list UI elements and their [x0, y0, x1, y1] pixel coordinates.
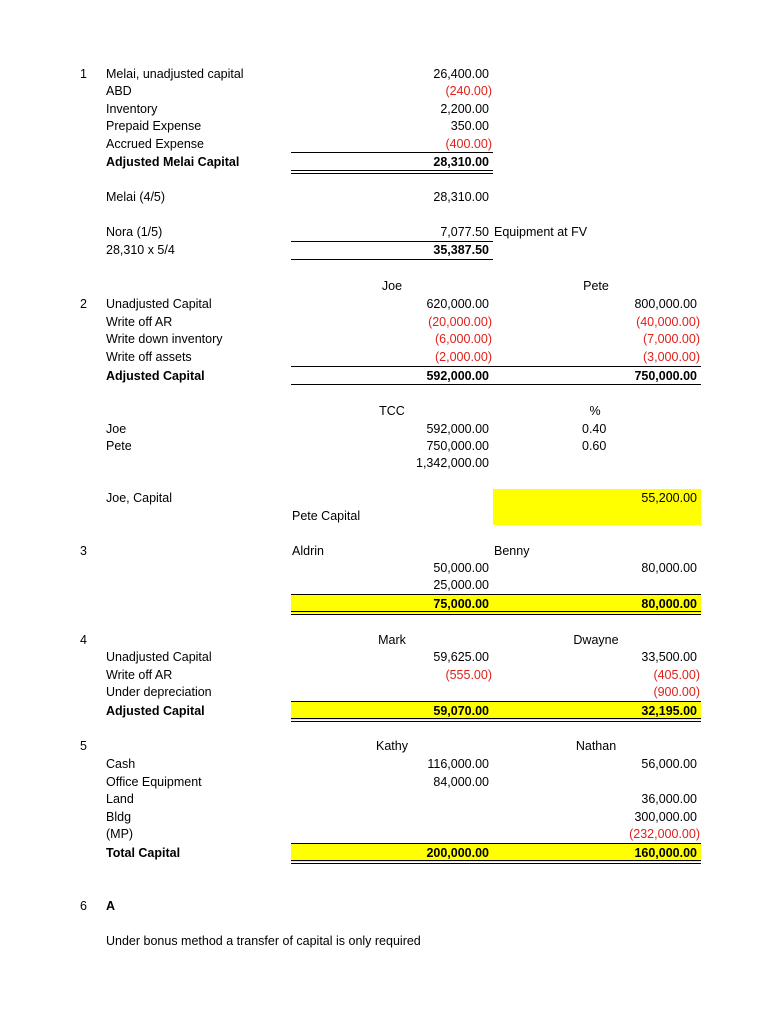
explanation-text: Under bonus method a transfer of capital is only required	[106, 934, 421, 948]
row-value: 50,000.00	[433, 561, 489, 575]
row-value: (40,000.00)	[636, 315, 700, 329]
joe-capital-label: Joe, Capital	[106, 491, 173, 505]
row-label: Unadjusted Capital	[106, 297, 212, 311]
row-value: 59,625.00	[433, 650, 489, 664]
row-label: Accrued Expense	[106, 137, 204, 151]
row-label: Adjusted Melai Capital	[106, 155, 240, 169]
subtotal-line	[291, 701, 701, 702]
tcc-row-percent: 0.60	[582, 439, 607, 453]
item-number: 5	[80, 739, 87, 753]
subtotal-line	[291, 843, 701, 844]
tcc-row-percent: 0.40	[582, 422, 607, 436]
row-label: Prepaid Expense	[106, 119, 202, 133]
subtotal-line	[291, 152, 493, 153]
item-number: 6	[80, 899, 87, 913]
row-value: (240.00)	[445, 84, 492, 98]
nora-label: Nora (1/5)	[106, 225, 163, 239]
tcc-row-value: 750,000.00	[426, 439, 489, 453]
total-double-line	[291, 718, 701, 722]
row-label: Unadjusted Capital	[106, 650, 212, 664]
row-value: 56,000.00	[641, 757, 697, 771]
row-value: (20,000.00)	[428, 315, 492, 329]
row-label: Under depreciation	[106, 685, 212, 699]
tcc-row-label: Joe	[106, 422, 127, 436]
row-label: Cash	[106, 757, 136, 771]
row-value: 800,000.00	[634, 297, 697, 311]
calc-label: 28,310 x 5/4	[106, 243, 175, 257]
row-value: 28,310.00	[433, 155, 489, 169]
joe-capital-value: 55,200.00	[641, 491, 697, 505]
row-label: Adjusted Capital	[106, 369, 205, 383]
row-value: 36,000.00	[641, 792, 697, 806]
tcc-row-value: 592,000.00	[426, 422, 489, 436]
row-label: Adjusted Capital	[106, 704, 205, 718]
tcc-total: 1,342,000.00	[416, 456, 489, 470]
row-value: 33,500.00	[641, 650, 697, 664]
row-value: 2,200.00	[440, 102, 489, 116]
row-value: 26,400.00	[433, 67, 489, 81]
row-value: 160,000.00	[634, 846, 697, 860]
row-label: Total Capital	[106, 846, 181, 860]
item-number: 4	[80, 633, 87, 647]
column-header-mark: Mark	[378, 633, 406, 647]
row-label: Land	[106, 792, 134, 806]
row-value: (7,000.00)	[643, 332, 700, 346]
total-value: 75,000.00	[433, 597, 489, 611]
item-number: 2	[80, 297, 87, 311]
nora-note: Equipment at FV	[494, 225, 588, 239]
column-header-kathy: Kathy	[376, 739, 408, 753]
tcc-header: TCC	[379, 404, 405, 418]
row-label: Inventory	[106, 102, 158, 116]
row-value: 350.00	[450, 119, 489, 133]
row-value: (405.00)	[653, 668, 700, 682]
row-value: (555.00)	[445, 668, 492, 682]
row-label: Write off AR	[106, 315, 173, 329]
nora-value: 7,077.50	[440, 225, 489, 239]
subtotal-line	[291, 366, 701, 367]
row-label: Write down inventory	[106, 332, 223, 346]
row-label: ABD	[106, 84, 132, 98]
row-value: (232,000.00)	[629, 827, 700, 841]
row-value: 620,000.00	[426, 297, 489, 311]
column-header-joe: Joe	[381, 279, 403, 293]
total-double-line	[291, 611, 701, 615]
row-value: 750,000.00	[634, 369, 697, 383]
row-value: 300,000.00	[634, 810, 697, 824]
calc-value: 35,387.50	[433, 243, 489, 257]
melai-label: Melai (4/5)	[106, 190, 166, 204]
row-label: Write off assets	[106, 350, 192, 364]
row-label: Office Equipment	[106, 775, 202, 789]
row-value: 25,000.00	[433, 578, 489, 592]
pete-capital-label: Pete Capital	[292, 509, 361, 523]
row-value: (900.00)	[653, 685, 700, 699]
item-number: 1	[80, 67, 87, 81]
row-value: (3,000.00)	[643, 350, 700, 364]
row-value: (6,000.00)	[435, 332, 492, 346]
total-double-line	[291, 860, 701, 864]
item-number: 3	[80, 544, 87, 558]
row-label: Write off AR	[106, 668, 173, 682]
total-line	[291, 384, 701, 385]
column-header-dwayne: Dwayne	[573, 633, 619, 647]
column-header-aldrin: Aldrin	[292, 544, 324, 558]
row-value: (400.00)	[445, 137, 492, 151]
row-label: (MP)	[106, 827, 134, 841]
row-value: 59,070.00	[433, 704, 489, 718]
row-label: Bldg	[106, 810, 132, 824]
row-value: 84,000.00	[433, 775, 489, 789]
total-line	[291, 259, 493, 260]
total-double-line	[291, 170, 493, 174]
melai-value: 28,310.00	[433, 190, 489, 204]
column-header-nathan: Nathan	[575, 739, 617, 753]
subtotal-line	[291, 594, 701, 595]
total-value: 80,000.00	[641, 597, 697, 611]
row-label: Melai, unadjusted capital	[106, 67, 244, 81]
row-value: (2,000.00)	[435, 350, 492, 364]
tcc-row-label: Pete	[106, 439, 132, 453]
column-header-benny: Benny	[494, 544, 530, 558]
answer-letter: A	[106, 899, 116, 913]
row-value: 592,000.00	[426, 369, 489, 383]
row-value: 80,000.00	[641, 561, 697, 575]
row-value: 32,195.00	[641, 704, 697, 718]
column-header-pete: Pete	[583, 279, 609, 293]
row-value: 200,000.00	[426, 846, 489, 860]
row-value: 116,000.00	[427, 757, 489, 771]
percent-header: %	[589, 404, 601, 418]
